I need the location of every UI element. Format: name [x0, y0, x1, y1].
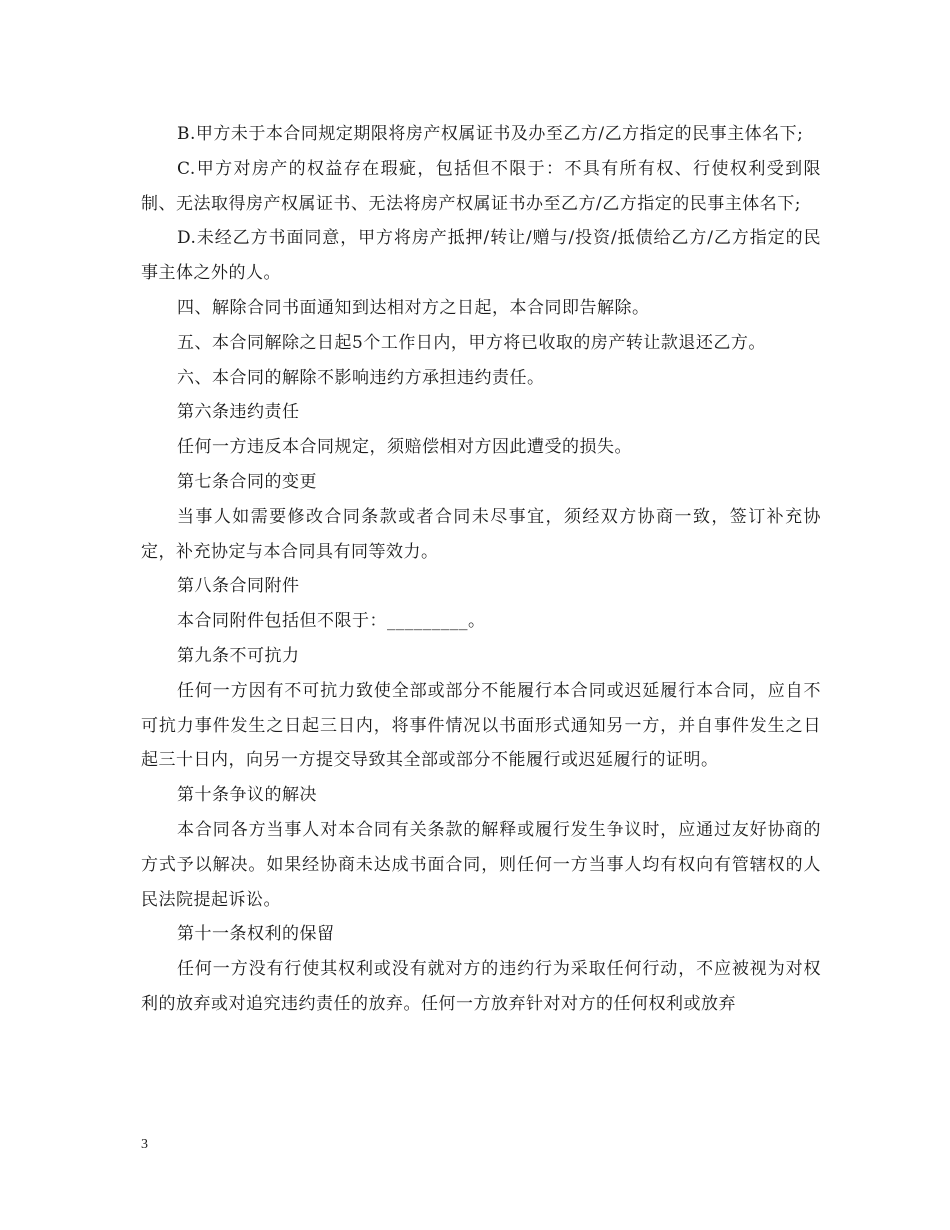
paragraph-item-4: 四、解除合同书面通知到达相对方之日起，本合同即告解除。 — [177, 297, 650, 318]
article-heading-10: 第十条争议的解决 — [177, 785, 317, 806]
paragraph-clause-c: C.甲方对房产的权益存在瑕疵，包括但不限于：不具有所有权、行使权利受到限制、无法取得房产权属证书、无法将房产权属证书办至乙方/乙方指定的民事主体名下; — [141, 158, 821, 214]
article-body-10: 本合同各方当事人对本合同有关条款的解释或履行发生争议时，应通过友好协商的方式予以解决。如果经协商未达成书面合同，则任何一方当事人均有权向有管辖权的人民法院提起诉讼。 — [141, 819, 821, 910]
article-body-7: 当事人如需要修改合同条款或者合同未尽事宜，须经双方协商一致，签订补充协定，补充协定与本合同具有同等效力。 — [141, 506, 821, 562]
paragraph-item-5: 五、本合同解除之日起5个工作日内，甲方将已收取的房产转让款退还乙方。 — [177, 332, 766, 353]
article-body-8: 本合同附件包括但不限于：_________。 — [177, 611, 486, 632]
article-body-9: 任何一方因有不可抗力致使全部或部分不能履行本合同或迟延履行本合同，应自不可抗力事件发生之日起三日内，将事件情况以书面形式通知另一方，并自事件发生之日起三十日内，向另一方提交导致其全部或部分不能履行或迟延履行的证明。 — [141, 680, 821, 771]
paragraph-clause-b: B.甲方未于本合同规定期限将房产权属证书及办至乙方/乙方指定的民事主体名下; — [177, 124, 804, 144]
article-body-6: 任何一方违反本合同规定，须赔偿相对方因此遭受的损失。 — [177, 437, 632, 458]
article-body-11: 任何一方没有行使其权利或没有就对方的违约行为采取任何行动，不应被视为对权利的放弃或对追究违约责任的放弃。任何一方放弃针对对方的任何权利或放弃 — [141, 959, 821, 1014]
page-number: 3 — [141, 1137, 148, 1152]
article-heading-11: 第十一条权利的保留 — [177, 924, 335, 945]
article-heading-9: 第九条不可抗力 — [177, 645, 300, 666]
article-heading-8: 第八条合同附件 — [177, 576, 300, 597]
document-body — [141, 117, 821, 1022]
article-heading-7: 第七条合同的变更 — [177, 471, 317, 492]
paragraph-clause-d: D.未经乙方书面同意，甲方将房产抵押/转让/赠与/投资/抵债给乙方/乙方指定的民事主体之外的人。 — [141, 228, 821, 284]
paragraph-item-6: 六、本合同的解除不影响违约方承担违约责任。 — [177, 367, 545, 388]
article-heading-6: 第六条违约责任 — [177, 402, 300, 423]
